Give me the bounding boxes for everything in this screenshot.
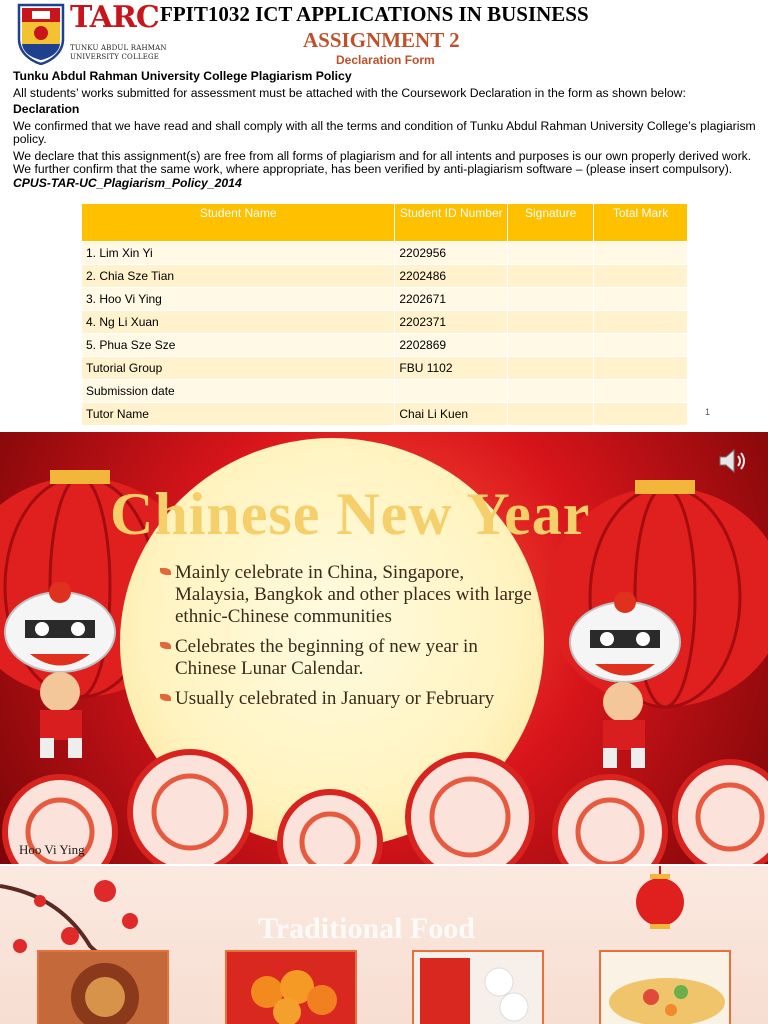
table-cell	[508, 242, 594, 265]
auspicious-clouds-decoration	[0, 732, 768, 864]
table-cell: Tutor Name	[82, 403, 395, 426]
table-cell: 2202956	[395, 242, 508, 265]
tarc-crest-icon	[17, 3, 65, 65]
form-title: Declaration Form	[336, 53, 435, 67]
policy-code: CPUS-TAR-UC_Plagiarism_Policy_2014	[13, 175, 242, 190]
table-cell: 2202486	[395, 265, 508, 288]
table-cell: 5. Phua Sze Sze	[82, 334, 395, 357]
policy-text	[13, 70, 758, 193]
policy-intro: All students’ works submitted for assessment must be attached with the Coursework Declaration in the form as shown below:	[13, 85, 686, 100]
chinese-new-year-slide	[0, 432, 768, 864]
table-cell	[395, 380, 508, 403]
table-row	[82, 288, 688, 311]
table-row	[82, 265, 688, 288]
mandarin-oranges-image	[227, 952, 357, 1024]
table-cell: Chai Li Kuen	[395, 403, 508, 426]
course-title: FPIT1032 ICT APPLICATIONS IN BUSINESS	[160, 2, 589, 26]
table-cell	[594, 265, 688, 288]
rice-balls-image	[414, 952, 544, 1024]
table-header-cell: Student Name	[82, 204, 395, 242]
table-cell	[594, 334, 688, 357]
table-cell	[594, 311, 688, 334]
slide-title: Chinese New Year	[110, 481, 591, 547]
table-cell	[594, 380, 688, 403]
assignment-title: ASSIGNMENT 2	[303, 28, 460, 52]
table-header-cell: Student ID Number	[395, 204, 508, 242]
table-cell	[594, 288, 688, 311]
speaker-icon[interactable]	[718, 448, 748, 474]
tarc-logo-subtitle: TUNKU ABDUL RAHMAN UNIVERSITY COLLEGE	[70, 44, 167, 61]
yee-sang-salad-image	[601, 952, 731, 1024]
table-cell	[594, 357, 688, 380]
bullet-item: Mainly celebrate in China, Singapore, Malaysia, Bangkok and other places with large ethnic-Chinese communities	[160, 562, 540, 628]
food-image-card	[225, 950, 357, 1024]
table-cell: Tutorial Group	[82, 357, 395, 380]
table-row	[82, 380, 688, 403]
bullet-item: Celebrates the beginning of new year in Chinese Lunar Calendar.	[160, 636, 540, 680]
hanging-lantern-icon	[630, 866, 690, 936]
page-number: 1	[705, 407, 711, 417]
declaration-paragraph-1: We confirmed that we have read and shall comply with all the terms and condition of Tunku Abdul Rahman University College’s plagiarism policy.	[13, 118, 756, 146]
table-cell	[508, 357, 594, 380]
table-cell	[508, 403, 594, 426]
table-cell: 3. Hoo Vi Ying	[82, 288, 395, 311]
table-cell: 2. Chia Sze Tian	[82, 265, 395, 288]
declaration-paragraph-2: We declare that this assignment(s) are free from all forms of plagiarism and for all intents and purposes is our own properly derived work. We further confirm that the same work, where appropriate, has been verified by anti-plagiarism software – (please insert compulsory).	[13, 148, 752, 176]
table-header-row	[82, 204, 688, 242]
table-cell	[508, 288, 594, 311]
dumpling-bowl-image	[39, 952, 169, 1024]
declaration-heading: Declaration	[13, 102, 80, 116]
table-cell: Submission date	[82, 380, 395, 403]
bullet-list	[160, 562, 540, 718]
table-row	[82, 357, 688, 380]
declaration-table	[81, 203, 688, 426]
table-header-cell: Total Mark	[594, 204, 688, 242]
table-cell: 2202371	[395, 311, 508, 334]
table-header-cell: Signature	[508, 204, 594, 242]
traditional-food-slide	[0, 866, 768, 1024]
table-cell: 2202869	[395, 334, 508, 357]
table-cell	[508, 311, 594, 334]
food-image-card	[412, 950, 544, 1024]
table-cell	[508, 265, 594, 288]
declaration-slide	[0, 0, 768, 432]
table-cell: 1. Lim Xin Yi	[82, 242, 395, 265]
table-cell: FBU 1102	[395, 357, 508, 380]
table-row	[82, 334, 688, 357]
policy-heading: Tunku Abdul Rahman University College Plagiarism Policy	[13, 69, 352, 83]
table-cell: 4. Ng Li Xuan	[82, 311, 395, 334]
author-label: Hoo Vi Ying	[19, 842, 85, 857]
food-image-card	[599, 950, 731, 1024]
table-cell	[594, 403, 688, 426]
table-row	[82, 242, 688, 265]
bullet-item: Usually celebrated in January or February	[160, 688, 540, 710]
tarc-logo-text: TARC	[70, 0, 159, 35]
slide-title: Traditional Food	[258, 912, 475, 945]
table-cell: 2202671	[395, 288, 508, 311]
table-row	[82, 403, 688, 426]
table-cell	[594, 242, 688, 265]
food-image-card	[37, 950, 169, 1024]
table-cell	[508, 334, 594, 357]
table-row	[82, 311, 688, 334]
table-cell	[508, 380, 594, 403]
